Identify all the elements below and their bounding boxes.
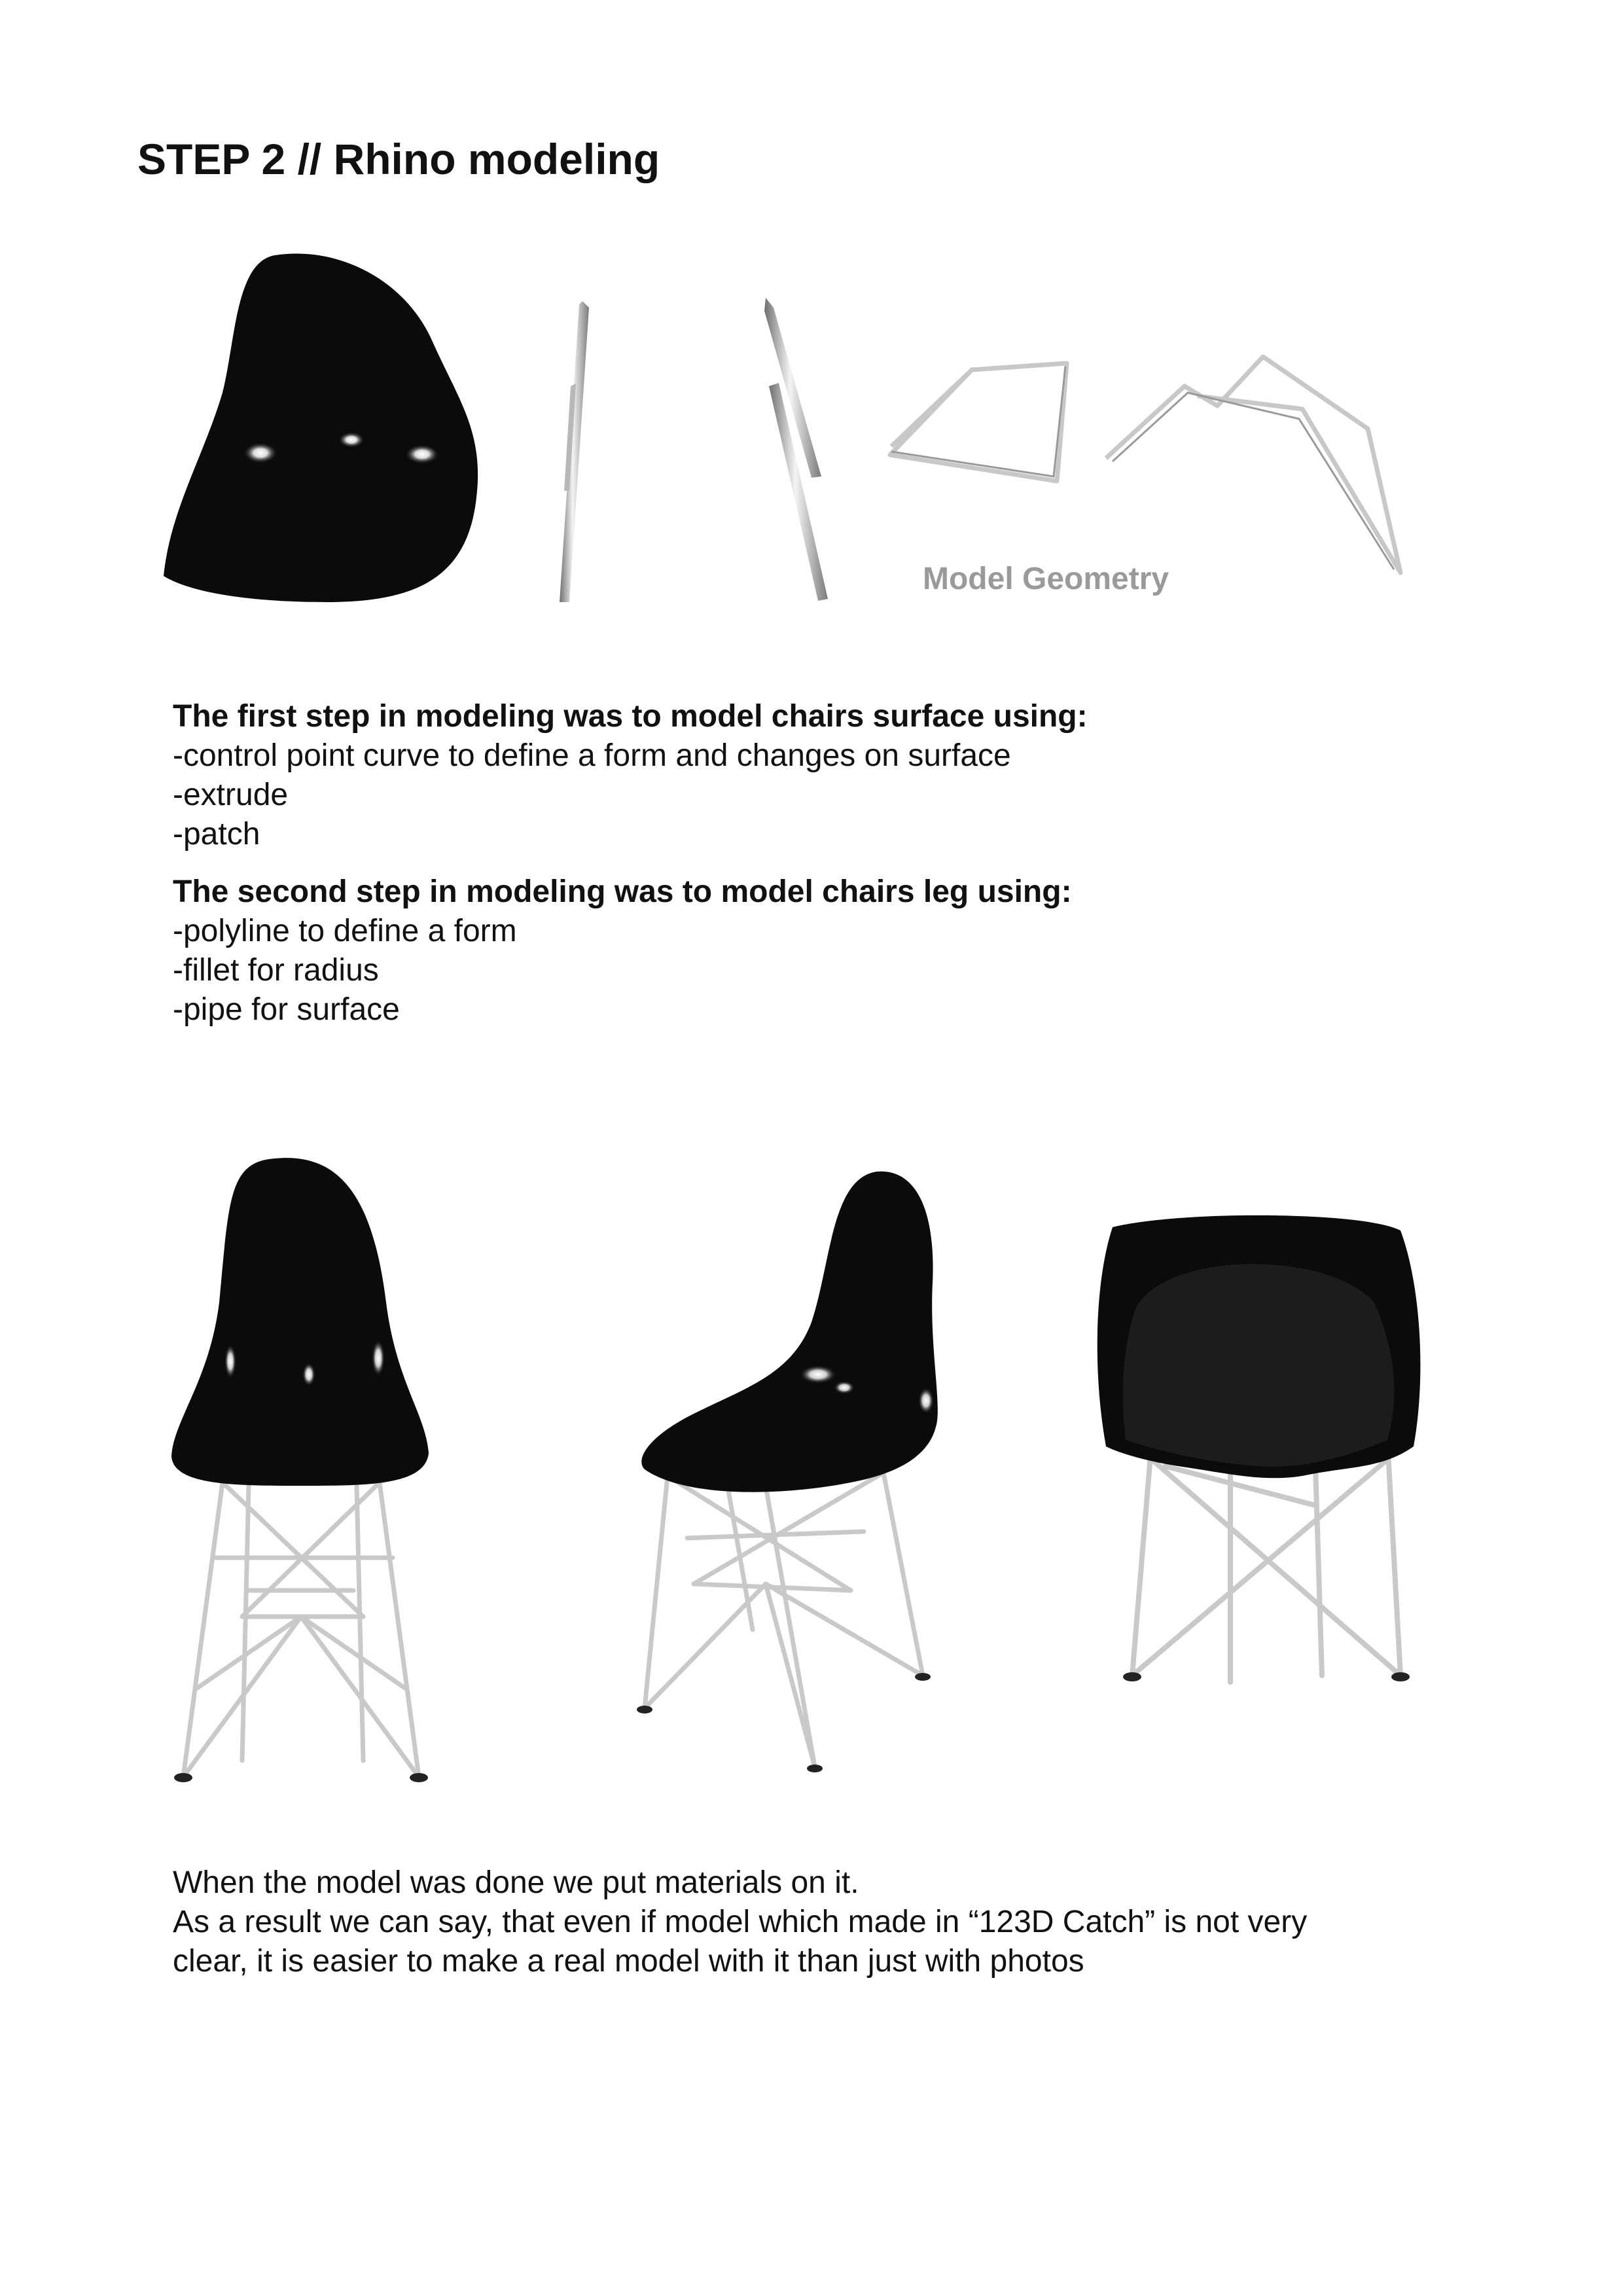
- step2-item: -pipe for surface: [173, 992, 400, 1027]
- page-title: STEP 2 // Rhino modeling: [137, 135, 660, 183]
- seat-highlight-left: [243, 442, 277, 463]
- conclusion-line: As a result we can say, that even if model which made in “123D Catch” is not very: [173, 1905, 1308, 1939]
- seat-highlight-right: [405, 444, 439, 464]
- leg-rod-1a: [560, 301, 589, 602]
- chair-rear-view: [1097, 1215, 1421, 1682]
- model-geometry-figure: [0, 0, 1623, 655]
- step1-item: -extrude: [173, 778, 289, 812]
- chair-three-quarter-view: [637, 1172, 938, 1772]
- figure-caption: Model Geometry: [923, 562, 1169, 596]
- seat-highlight-middle: [338, 432, 365, 448]
- conclusion-line: clear, it is easier to make a real model with it than just with photos: [173, 1944, 1084, 1979]
- wire-frame-1: [890, 363, 1067, 481]
- seat-shell-flat: [164, 254, 478, 602]
- step1-item: -control point curve to define a form and changes on surface: [173, 738, 1011, 773]
- step2-item: -polyline to define a form: [173, 914, 517, 948]
- chair-front-view: [171, 1158, 429, 1782]
- conclusion-line: When the model was done we put materials on it.: [173, 1865, 859, 1900]
- step1-heading: The first step in modeling was to model chairs surface using:: [173, 699, 1088, 734]
- wire-frame-2: [1106, 357, 1400, 573]
- step2-item: -fillet for radius: [173, 953, 379, 988]
- step1-item: -patch: [173, 817, 260, 852]
- step2-heading: The second step in modeling was to model chairs leg using:: [173, 874, 1072, 909]
